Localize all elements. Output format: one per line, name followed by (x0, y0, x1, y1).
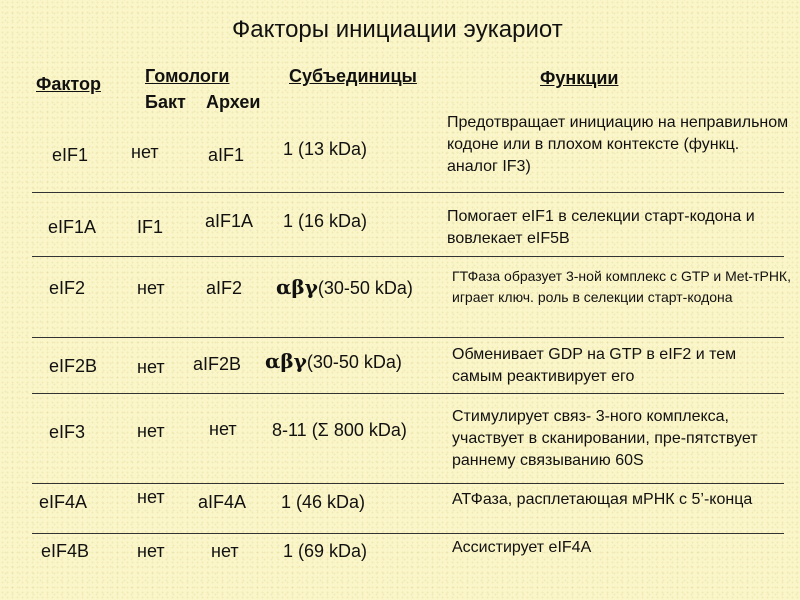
row-bact: нет (137, 541, 165, 561)
row-function: Стимулирует связ- 3-ного комплекса, участвует в сканировании, пре-пятствует раннему связыванию 60S (452, 408, 758, 469)
row-function: АТФаза, расплетающая мРНК с 5’-конца (452, 491, 753, 508)
row-archaea: нет (211, 541, 239, 561)
row-factor: eIF3 (49, 422, 86, 442)
greek-subunits-symbol: αβγ (265, 349, 307, 373)
row-subunits: 1 (46 kDa) (281, 492, 366, 512)
row-archaea: aIF1A (205, 211, 254, 231)
row-factor: eIF1A (48, 217, 97, 237)
row-function: ГТФаза образует 3-ной комплекс с GTP и Met-тРНК, играет ключ. роль в селекции старт-кодона (452, 268, 791, 305)
row-subunits: 8-11 (Σ 800 kDa) (272, 420, 407, 440)
row-subunits (265, 349, 402, 373)
row-subunits: 1 (69 kDa) (283, 541, 368, 561)
row-divider (32, 337, 784, 338)
row-factor: eIF4A (39, 492, 88, 512)
row-divider (32, 393, 784, 394)
row-archaea: aIF4A (198, 492, 247, 512)
row-function: Обменивает GDP на GTP в eIF2 и тем самым реактивирует его (452, 346, 737, 385)
row-subunits: 1 (16 kDa) (283, 211, 368, 231)
row-bact: нет (137, 278, 165, 298)
row-archaea: aIF2B (193, 354, 242, 374)
header-archaea: Археи (206, 92, 261, 112)
row-factor: eIF2B (49, 356, 98, 376)
row-function: Предотвращает инициацию на неправильном кодоне или в плохом контексте (функц. аналог IF3) (447, 114, 789, 175)
row-divider (32, 192, 784, 193)
row-subunits: 1 (13 kDa) (283, 139, 368, 159)
row-archaea: aIF2 (206, 278, 243, 298)
row-factor: eIF4B (41, 541, 90, 561)
page-title: Факторы инициации эукариот (232, 16, 563, 43)
row-factor: eIF2 (49, 278, 86, 298)
row-subunits-value: (30-50 kDa) (317, 278, 413, 298)
row-subunits-value: (30-50 kDa) (306, 352, 402, 372)
row-divider (32, 483, 784, 484)
row-bact: нет (137, 357, 165, 377)
row-function: Помогает eIF1 в селекции старт-кодона и вовлекает eIF5B (447, 208, 755, 247)
row-bact: нет (137, 421, 165, 441)
row-function: Ассистирует eIF4A (452, 539, 592, 556)
header-functions: Функции (540, 68, 619, 88)
row-factor: eIF1 (52, 145, 89, 165)
row-archaea: нет (209, 419, 237, 439)
row-subunits (276, 275, 413, 299)
row-archaea: aIF1 (208, 145, 245, 165)
row-bact: IF1 (137, 217, 164, 237)
row-bact: нет (137, 487, 165, 507)
row-divider (32, 256, 784, 257)
header-homologs: Гомологи (145, 66, 230, 86)
header-subunits: Субъединицы (289, 66, 417, 86)
greek-subunits-symbol: αβγ (276, 275, 318, 299)
header-bact: Бакт (145, 92, 186, 112)
row-bact: нет (131, 142, 159, 162)
header-factor: Фактор (36, 74, 101, 94)
row-divider (32, 533, 784, 534)
